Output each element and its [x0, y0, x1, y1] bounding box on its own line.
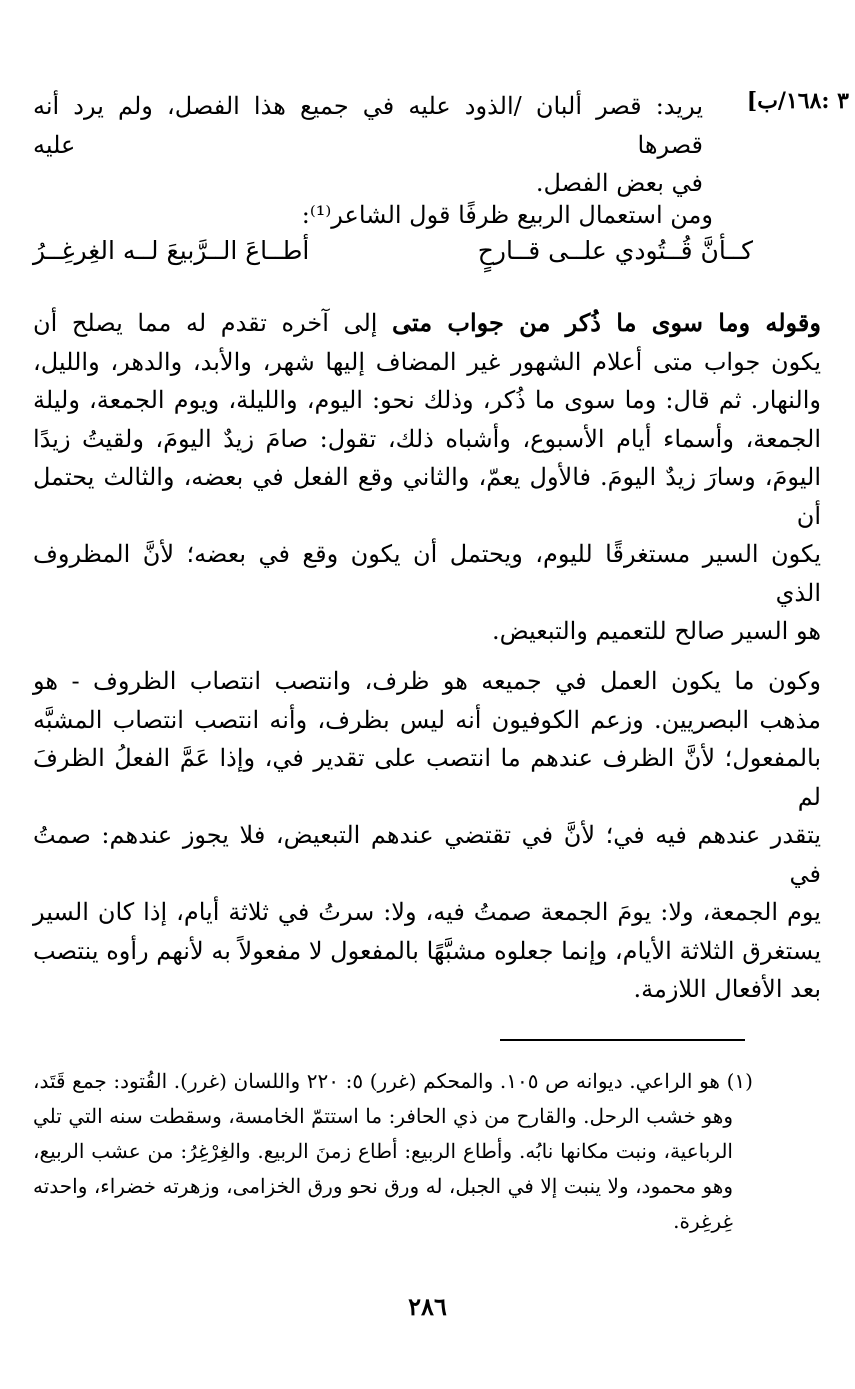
text-line: اليومَ، وسارَ زيدٌ اليومَ. فالأول يعمّ، والثاني وقع الفعل في بعضه، والثالث يحتمل أن — [33, 463, 821, 530]
text-line — [33, 304, 821, 343]
text-line: يريد: قصر ألبان /الذود عليه في جميع هذا الفصل، ولم يرد أنه قصرها عليه — [33, 92, 703, 159]
footnote-line: وهو محمود، ولا ينبت إلا في الجبل، له ورق نحو ورق الخزامى، وزهرته خضراء، واحدته — [33, 1174, 733, 1198]
text-line: بعد الأفعال اللازمة. — [633, 975, 821, 1003]
footnote-line: وهو خشب الرحل. والقارح من ذي الحافر: ما استتمّ الخامسة، وسقطت سنه التي تلي — [33, 1104, 733, 1128]
text-line: والنهار. ثم قال: وما سوى ما ذُكر، وذلك نحو: اليوم، والليلة، ويوم الجمعة، وليلة — [33, 386, 821, 414]
text-line: بالمفعول؛ لأنَّ الظرف عندهم ما انتصب على تقدير في، وإذا عَمَّ الفعلُ الظرفَ لم — [33, 744, 821, 811]
poem-verse — [33, 236, 753, 265]
text-line: يكون السير مستغرقًا لليوم، ويحتمل أن يكون وقع في بعضه؛ لأنَّ المظروف الذي — [33, 540, 821, 607]
text-line: ومن استعمال الربيع ظرفًا قول الشاعر⁽¹⁾: — [301, 201, 713, 229]
margin-reference: ٣ :١٦٨/ب] — [746, 88, 849, 114]
footnote-separator — [500, 1039, 745, 1041]
paragraph-4 — [33, 662, 821, 1009]
bold-lead: وقوله وما سوى ما ذُكر من جواب متى — [392, 308, 821, 337]
footnote-line: الرباعية، ونبت مكانها نابُه. وأطاع الربيع: أطاع زمنَ الربيع. والغِرْغِرُ: من عشب الربيع، — [33, 1139, 733, 1163]
verse-first-hemistich: كــأنَّ قُــتُودي علــى قــارحٍ — [477, 236, 753, 265]
text-line: يتقدر عندهم فيه في؛ لأنَّ في تقتضي عندهم التبعيض، فلا يجوز عندهم: صمتُ في — [33, 821, 821, 888]
footnote — [33, 1064, 753, 1239]
text-line: يكون جواب متى أعلام الشهور غير المضاف إليها شهر، والأبد، والدهر، والليل، — [33, 347, 821, 376]
paragraph-2 — [33, 196, 753, 235]
text-line: مذهب البصريين. وزعم الكوفيون أنه ليس بظرف، وأنه انتصب انتصاب المشبَّه — [33, 705, 821, 734]
text-line: يستغرق الثلاثة الأيام، وإنما جعلوه مشبَّهًا بالمفعول لا مفعولاً به لأنهم رأوه ينتصب — [33, 936, 821, 965]
paragraph-3 — [33, 304, 821, 651]
text-line: وكون ما يكون العمل في جميعه هو ظرف، وانتصب انتصاب الظروف - هو — [33, 667, 821, 695]
text-line: في بعض الفصل. — [535, 169, 703, 197]
verse-second-hemistich: أطــاعَ الــرَّبيعَ لــه الغِرغِــرُ — [33, 236, 310, 265]
text-line: يوم الجمعة، ولا: يومَ الجمعة صمتُ فيه، ولا: سرتُ في ثلاثة أيام، إذا كان السير — [33, 898, 821, 926]
page-number: ٢٨٦ — [408, 1292, 447, 1321]
text-line: هو السير صالح للتعميم والتبعيض. — [491, 617, 821, 645]
paragraph-1 — [33, 87, 703, 203]
lead-continuation: إلى آخره تقدم له مما يصلح أن — [33, 309, 392, 337]
footnote-line: (١) هو الراعي. ديوانه ص ١٠٥. والمحكم (غرر) ٥: ٢٢٠ واللسان (غرر). القُتود: جمع قَتَد، — [33, 1069, 753, 1093]
footnote-line: غِرغِرة. — [673, 1209, 733, 1233]
text-line: الجمعة، وأسماء أيام الأسبوع، وأشباه ذلك، تقول: صامَ زيدٌ اليومَ، ولقيتُ زيدًا — [33, 424, 821, 453]
